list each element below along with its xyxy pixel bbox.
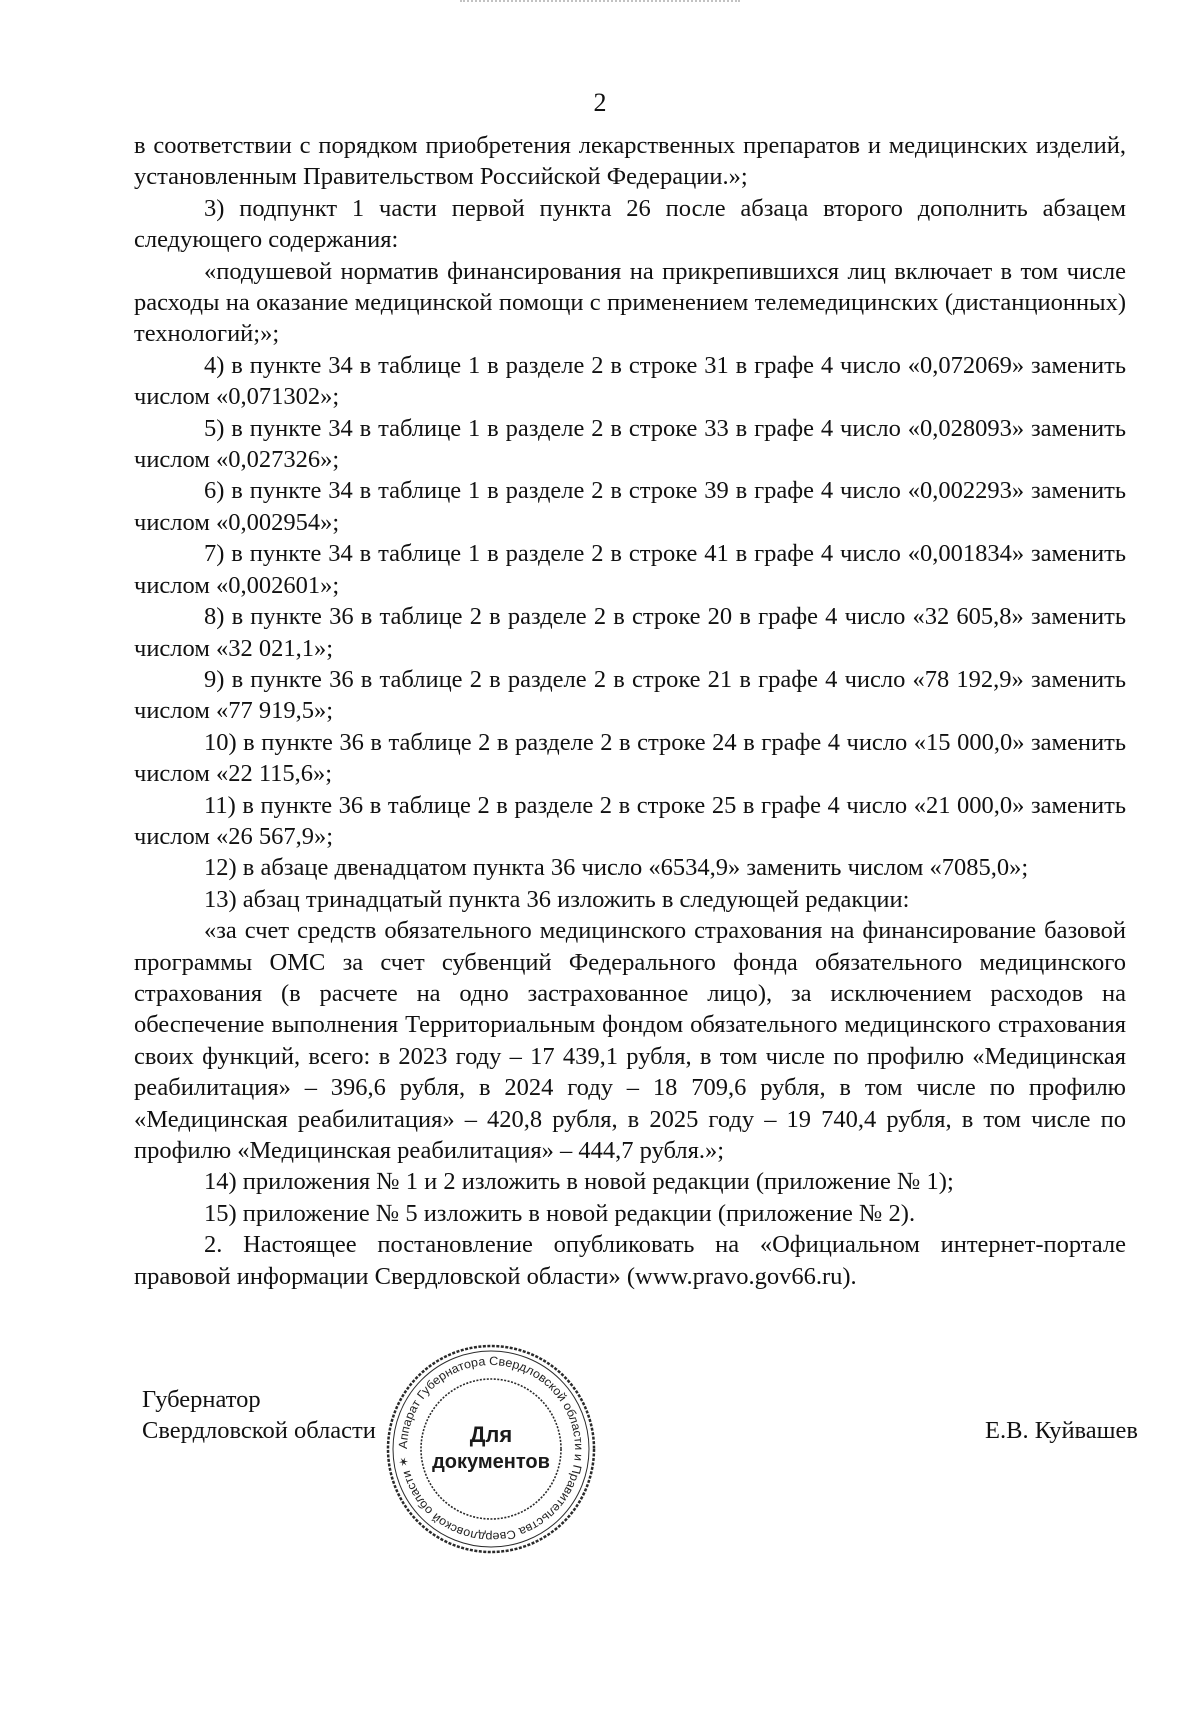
stamp-center-line: документов — [432, 1451, 550, 1473]
paragraph: 15) приложение № 5 изложить в новой редакции (приложение № 2). — [204, 1199, 916, 1227]
signatory-title-line: Свердловской области — [142, 1417, 376, 1445]
page-number: 2 — [593, 88, 607, 117]
paragraph: «за счет средств обязательного медицинского страхования на финансирование базовой программы ОМС за счет субвенций Федерального фонда обязательного медицинского страхования (в расчете на одно застрахованное лицо), за исключением расходов на обеспечение выполнения Территориальным фондом обязательного медицинского страхования своих функций, всего: в 2023 году – 17 439,1 рубля, в том числе по профилю «Медицинская реабилитация» – 396,6 рубля, в 2024 году – 18 709,6 рубля, в том числе по профилю «Медицинская реабилитация» – 420,8 рубля, в 2025 году – 19 740,4 рубля, в том числе по профилю «Медицинская реабилитация» – 444,7 рубля.»; — [134, 917, 1126, 1164]
paragraph: 13) абзац тринадцатый пункта 36 изложить в следующей редакции: — [204, 885, 910, 913]
paragraph: 9) в пункте 36 в таблице 2 в разделе 2 в строке 21 в графе 4 число «78 192,9» заменить числом «77 919,5»; — [134, 665, 1126, 725]
signatory-title-line: Губернатор — [142, 1386, 261, 1413]
paragraph: 14) приложения № 1 и 2 изложить в новой редакции (приложение № 1); — [204, 1168, 954, 1196]
official-stamp — [384, 1342, 598, 1556]
stamp-ring-text-path: Аппарат Губернатора Свердловской области и Правительства Свердловской области ✶ — [395, 1353, 587, 1545]
scan-artifact — [460, 0, 740, 10]
signatory-title — [142, 1384, 376, 1447]
paragraph: 5) в пункте 34 в таблице 1 в разделе 2 в строке 33 в графе 4 число «0,028093» заменить числом «0,027326»; — [134, 414, 1126, 474]
stamp-outer-ring — [388, 1346, 594, 1552]
stamp-outer-ring-inner — [393, 1351, 589, 1547]
paragraph: «подушевой норматив финансирования на прикрепившихся лиц включает в том числе расходы на оказание медицинской помощи с применением телемедицинских (дистанционных) технологий;»; — [134, 257, 1126, 348]
paragraph: 4) в пункте 34 в таблице 1 в разделе 2 в строке 31 в графе 4 число «0,072069» заменить числом «0,071302»; — [134, 351, 1126, 411]
paragraph: 6) в пункте 34 в таблице 1 в разделе 2 в строке 39 в графе 4 число «0,002293» заменить числом «0,002954»; — [134, 477, 1126, 536]
paragraph: в соответствии с порядком приобретения лекарственных препаратов и медицинских изделий, установленным Правительством Российской Федерации.»; — [134, 132, 1126, 191]
paragraph: 11) в пункте 36 в таблице 2 в разделе 2 в строке 25 в графе 4 число «21 000,0» заменить числом «26 567,9»; — [134, 791, 1126, 850]
paragraph: 12) в абзаце двенадцатом пункта 36 число «6534,9» заменить числом «7085,0»; — [204, 854, 1029, 882]
signatory-name: Е.В. Куйвашев — [985, 1417, 1138, 1444]
paragraph: 8) в пункте 36 в таблице 2 в разделе 2 в строке 20 в графе 4 число «32 605,8» заменить числом «32 021,1»; — [134, 603, 1126, 662]
stamp-ring-text — [396, 1354, 586, 1544]
stamp-inner-ring — [421, 1379, 561, 1519]
paragraph: 10) в пункте 36 в таблице 2 в разделе 2 в строке 24 в графе 4 число «15 000,0» заменить числом «22 115,6»; — [134, 728, 1126, 788]
paragraph: 3) подпункт 1 части первой пункта 26 после абзаца второго дополнить абзацем следующего содержания: — [134, 194, 1126, 254]
paragraph: 2. Настоящее постановление опубликовать на «Официальном интернет-портале правовой информации Свердловской области» (www.pravo.gov66.ru). — [134, 1231, 1126, 1290]
stamp-center-line: Для — [469, 1422, 513, 1447]
paragraph: 7) в пункте 34 в таблице 1 в разделе 2 в строке 41 в графе 4 число «0,001834» заменить числом «0,002601»; — [134, 540, 1126, 599]
document-body — [134, 130, 1126, 1292]
